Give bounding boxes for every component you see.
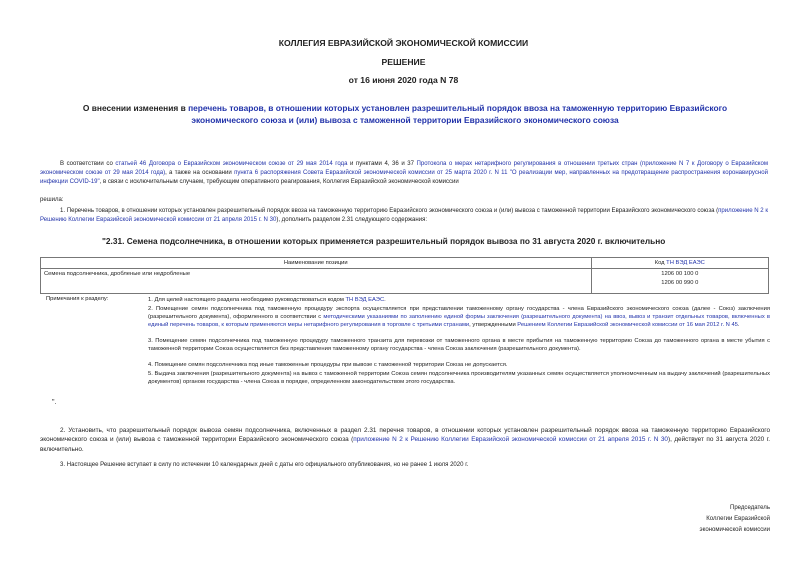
p1-text-1: 1. Перечень товаров, в отношении которых установлен разрешительный порядок ввоза на таможенную территорию Евразийского экономического союза и (или) вывоза с таможенной территории Евразийского экономического союза (: [60, 208, 719, 214]
preamble-link-order[interactable]: пункта 6 распоряжения Совета Евразийской экономической комиссии от 25 марта 2020 г. N 11 "О реализации мер, направленных на предотвращение распространения коронавирусной инфекции COVID-19": [40, 169, 768, 185]
signature-line-3: экономической комиссии: [699, 527, 770, 533]
col-code-text: Код: [654, 260, 667, 266]
decision-date: от 16 июня 2020 года N 78: [348, 75, 459, 85]
row-code-cell: [591, 269, 768, 294]
note-1: [148, 296, 770, 304]
title-link[interactable]: перечень товаров, в отношении которых установлен разрешительный порядок ввоза на таможенную территорию Евразийского экономического союза и (или) вывоза с таможенной территории Евразийского экономического союза: [188, 103, 728, 125]
col-code-header: [591, 258, 768, 269]
p2-text-2: ), действует по 31 августа 2020 г. включительно.: [40, 436, 771, 453]
preamble-text-1: В соответствии со: [60, 161, 116, 167]
code-1: 1206 00 100 0: [661, 271, 699, 277]
note-2-text-1: 2. Помещение семян подсолнечника под таможенную процедуру экспорта осуществляется при представлении таможенному органу государства - члена Евразийского экономического союза (далее - Союз) заключения (разрешительного документа), оформленного в соответствии с: [148, 306, 770, 321]
preamble-link-protocol[interactable]: Протокола о мерах нетарифного регулирования в отношении третьих стран (приложение N 7 к Договору о Евразийском экономическом союзе от 29 мая 2014 года): [40, 161, 768, 176]
note-3: 3. Помещение семян подсолнечника под таможенную процедуру таможенного транзита для перевозки от таможенного органа в месте прибытия на таможенную территорию Союза до таможенного органа в месте убытия с таможенной территории Союза осуществляется без представления таможенному органу государства - члена Союза заключения (разрешительного документа).: [148, 338, 770, 353]
p1-link-annex[interactable]: приложение N 2 к Решению Коллегии Евразийской экономической комиссии от 21 апреля 2015 г. N 30: [40, 208, 768, 223]
note-2: [148, 305, 770, 329]
decision-heading: РЕШЕНИЕ: [381, 57, 426, 67]
section-title: "2.31. Семена подсолнечника, в отношении которых применяется разрешительный порядок вывоза по 31 августа 2020 г. включительно: [102, 236, 666, 246]
preamble-paragraph: [40, 160, 768, 186]
positions-table: [40, 257, 769, 294]
note-1-link[interactable]: ТН ВЭД ЕАЭС: [345, 297, 385, 303]
preamble-text-4: , в связи с исключительным случаем, требующим оперативного реагирования, Коллегия Евразийской экономической комиссии: [99, 178, 459, 185]
org-heading: КОЛЛЕГИЯ ЕВРАЗИЙСКОЙ ЭКОНОМИЧЕСКОЙ КОМИССИИ: [278, 38, 529, 48]
title-prefix: О внесении изменения в: [82, 103, 189, 113]
note-2-link-decision[interactable]: Решением Коллегии Евразийской экономической комиссии от 16 мая 2012 г. N 45: [517, 322, 738, 329]
notes-label: Примечания к разделу:: [46, 296, 109, 302]
signature-line-1: Председатель: [729, 505, 770, 511]
row-name-cell: Семена подсолнечника, дробленые или недробленые: [41, 269, 592, 294]
signature-line-2: Коллегии Евразийской: [706, 516, 770, 522]
col-code-link[interactable]: ТН ВЭД ЕАЭС: [666, 260, 705, 266]
table-header-row: [41, 258, 769, 269]
preamble-text-3: , а также на основании: [165, 169, 235, 176]
note-1-end: .: [384, 297, 386, 303]
resolved-label: решила:: [40, 197, 64, 203]
p2-link-annex[interactable]: приложение N 2 к Решению Коллегии Евразийской экономической комиссии от 21 апреля 2015 г. N 30: [353, 436, 668, 444]
note-1-text: 1. Для целей настоящего раздела необходимо руководствоваться кодом: [148, 297, 346, 303]
note-2-text-2: , утвержденными: [469, 322, 518, 329]
note-2-text-3: .: [737, 322, 740, 329]
col-name-header: Наименование позиции: [41, 258, 592, 269]
p2-text-1: 2. Установить, что разрешительный порядок вывоза семян подсолнечника, включенных в раздел 2.31 перечня товаров, в отношении которых установлен разрешительный порядок ввоза на таможенную территорию Евразийского экономического союза и (или) вывоза с таможенной территории Евразийского экономического союза (: [40, 427, 770, 444]
quote-end: ".: [52, 399, 57, 406]
preamble-text-2: и пунктами 4, 36 и 37: [347, 161, 417, 167]
note-2-link-guidelines[interactable]: методическими указаниями по заполнению единой формы заключения (разрешительного документа) на ввоз, вывоз и транзит отдельных товаров, включенных в единый перечень товаров, к которым применяются меры нетарифного регулирования в торговле с третьими странами: [148, 314, 770, 329]
document-title: [60, 103, 750, 126]
preamble-link-treaty[interactable]: статьей 46 Договора о Евразийском экономическом союзе от 29 мая 2014 года: [115, 161, 348, 167]
note-4: 4. Помещение семян подсолнечника под иные таможенные процедуры при вывозе с таможенной территории Союза не допускается.: [148, 362, 508, 368]
table-row: [41, 269, 769, 294]
code-2: 1206 00 990 0: [661, 279, 699, 286]
note-5: 5. Выдача заключения (разрешительного документа) на вывоз с таможенной территории Союза семян подсолнечника производителям указанных семян осуществляется уполномоченным на выдачу заключений (разрешительных документов) органом государства - члена Союза в порядке, определенном законодательством этого государства.: [148, 371, 770, 386]
paragraph-1: [40, 207, 768, 225]
paragraph-3: 3. Настоящее Решение вступает в силу по истечении 10 календарных дней с даты его официального опубликования, но не ранее 1 июля 2020 г.: [60, 462, 469, 468]
paragraph-2: [40, 426, 770, 454]
p1-text-2: ), дополнить разделом 2.31 следующего содержания:: [276, 216, 428, 223]
signature-block: [660, 503, 770, 536]
